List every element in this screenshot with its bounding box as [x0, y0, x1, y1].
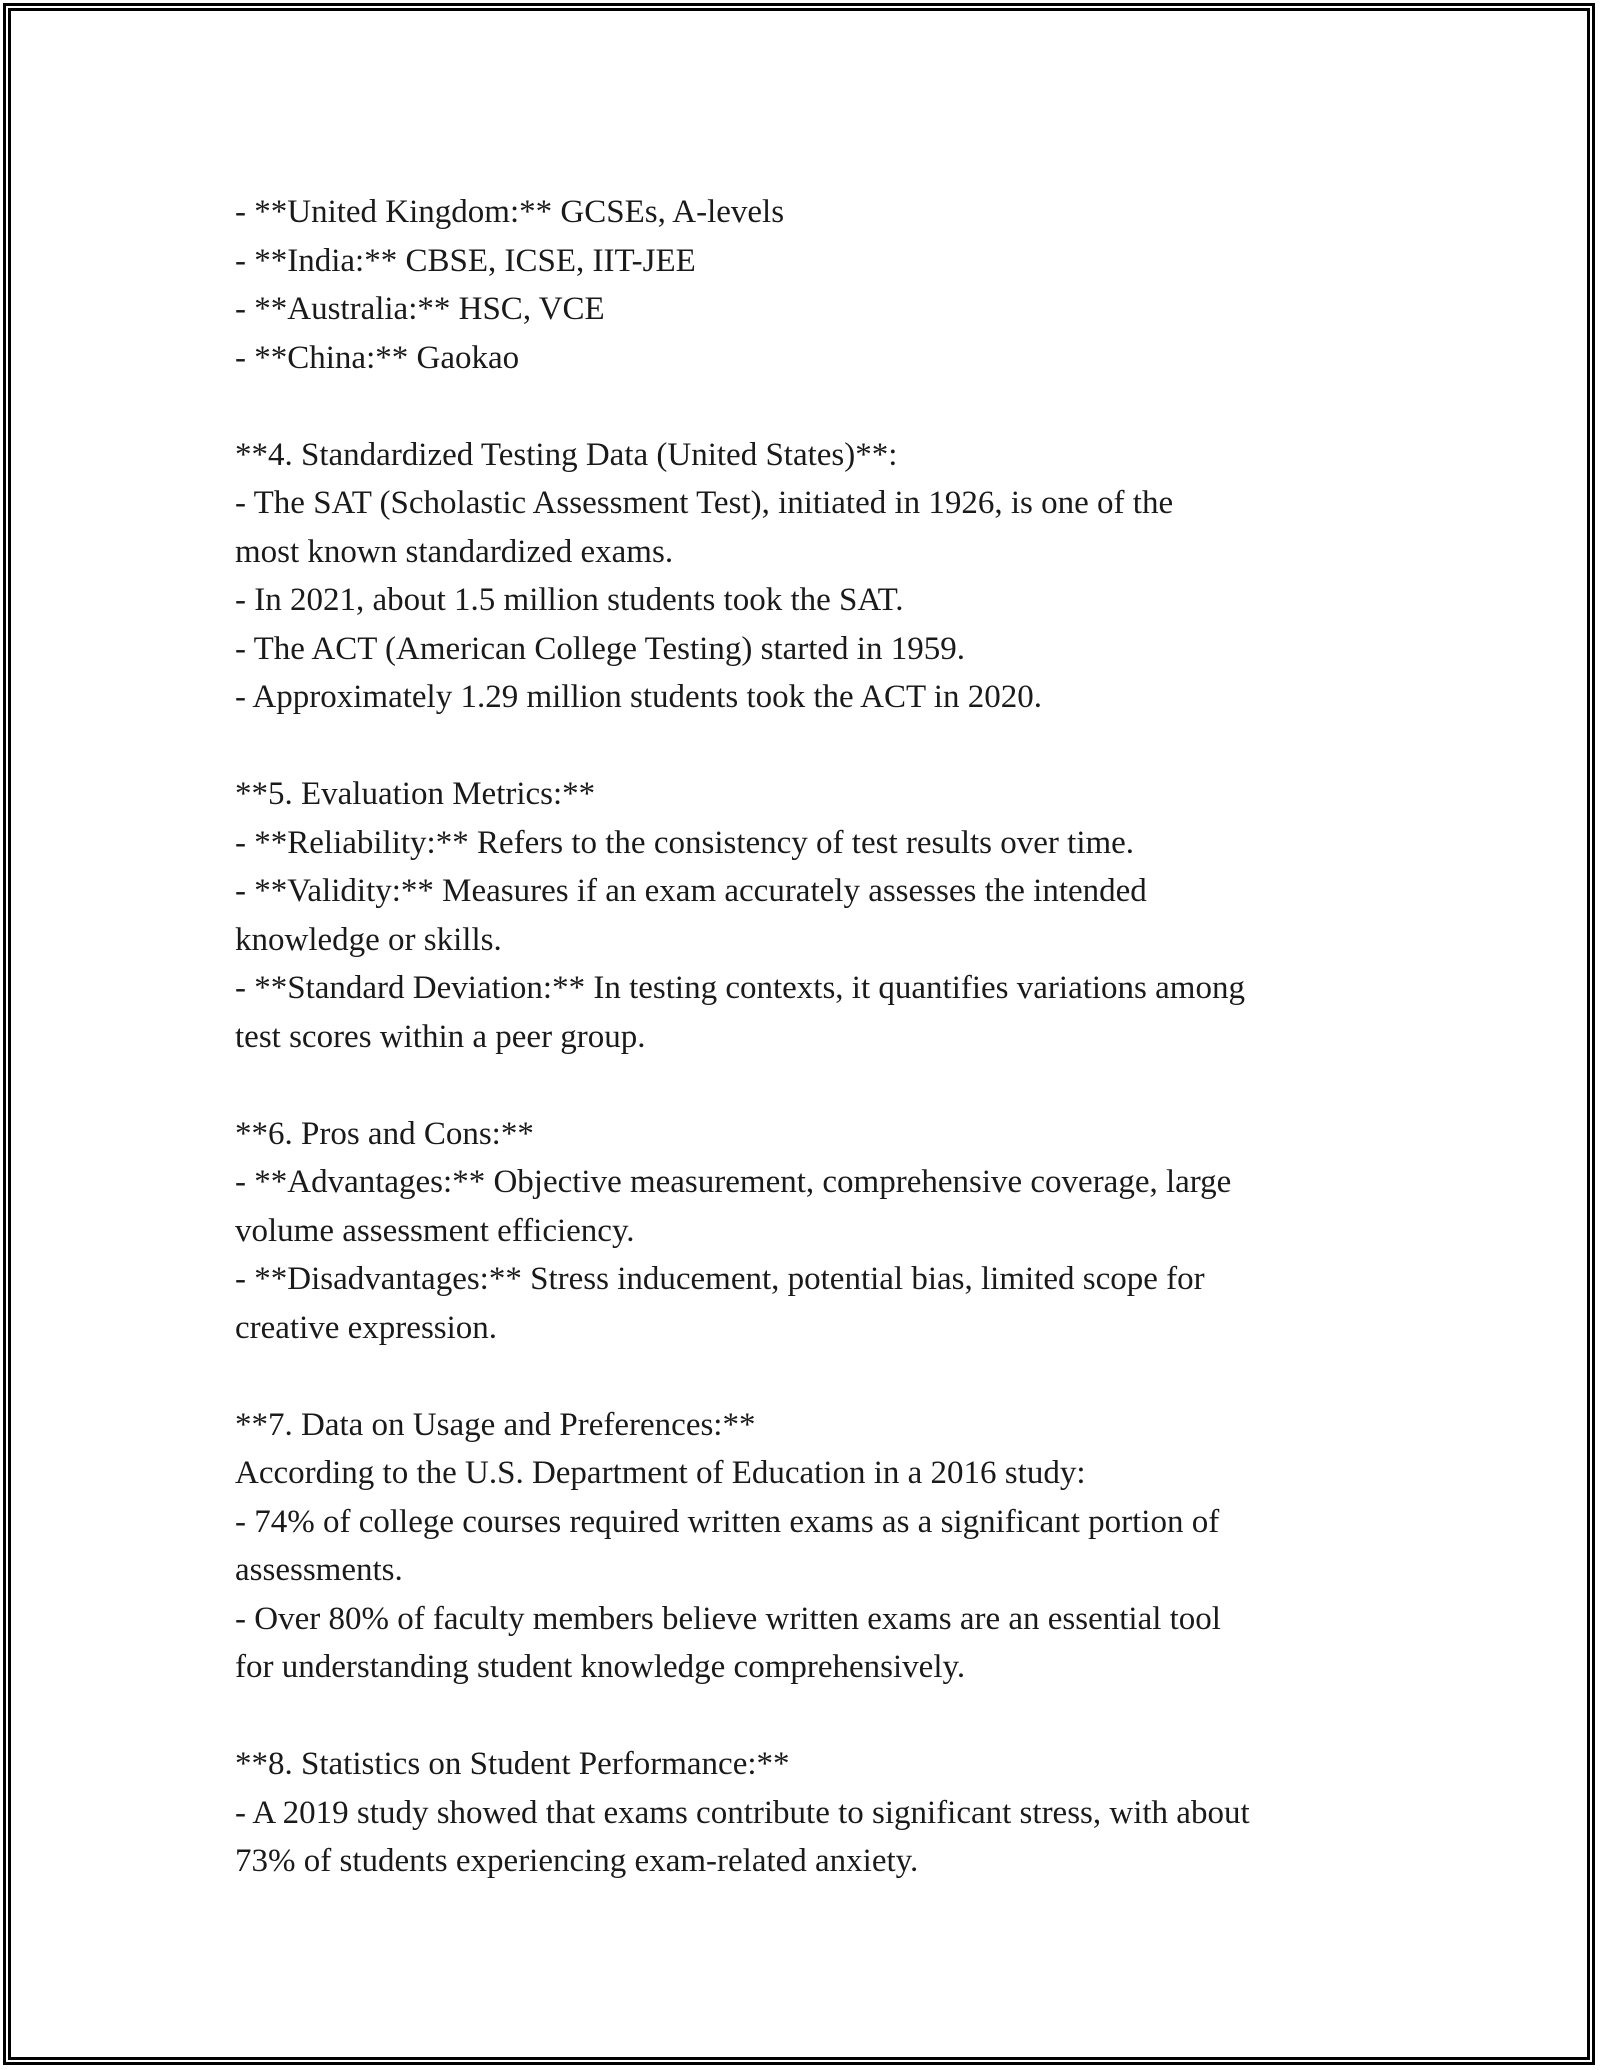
- list-item: - **Australia:** HSC, VCE: [235, 291, 605, 327]
- country-exam-list: [235, 188, 1385, 382]
- section-heading: **6. Pros and Cons:**: [235, 1115, 534, 1152]
- section-8: [235, 1740, 1385, 1886]
- text-line: According to the U.S. Department of Education in a 2016 study:: [235, 1455, 1086, 1491]
- text-line: - **Standard Deviation:** In testing contexts, it quantifies variations among: [235, 970, 1245, 1006]
- paragraph-gap: [235, 382, 1385, 431]
- text-line: creative expression.: [235, 1309, 498, 1346]
- text-line: 73% of students experiencing exam-related anxiety.: [235, 1843, 919, 1879]
- paragraph-gap: [235, 1061, 1385, 1110]
- section-4: [235, 431, 1385, 722]
- paragraph-gap: [235, 1692, 1385, 1741]
- list-item: - **United Kingdom:** GCSEs, A-levels: [235, 194, 785, 230]
- text-line: - Over 80% of faculty members believe written exams are an essential tool: [235, 1600, 1221, 1637]
- text-line: volume assessment efficiency.: [235, 1212, 635, 1249]
- text-line: for understanding student knowledge comprehensively.: [235, 1649, 966, 1685]
- text-line: - The ACT (American College Testing) started in 1959.: [235, 630, 965, 667]
- text-line: - 74% of college courses required written exams as a significant portion of: [235, 1503, 1220, 1540]
- text-line: - **Validity:** Measures if an exam accurately assesses the intended: [235, 873, 1147, 909]
- document-body: [235, 188, 1385, 1886]
- text-line: - Approximately 1.29 million students took the ACT in 2020.: [235, 679, 1042, 715]
- list-item: - **India:** CBSE, ICSE, IIT-JEE: [235, 242, 696, 279]
- section-5: [235, 770, 1385, 1061]
- section-7: [235, 1401, 1385, 1692]
- text-line: assessments.: [235, 1552, 403, 1588]
- section-heading: **5. Evaluation Metrics:**: [235, 776, 596, 812]
- section-heading: **4. Standardized Testing Data (United States)**:: [235, 436, 898, 473]
- text-line: - In 2021, about 1.5 million students took the SAT.: [235, 582, 904, 618]
- text-line: - **Reliability:** Refers to the consistency of test results over time.: [235, 824, 1135, 861]
- text-line: test scores within a peer group.: [235, 1018, 646, 1055]
- list-item: - **China:** Gaokao: [235, 339, 520, 376]
- paragraph-gap: [235, 722, 1385, 771]
- text-line: knowledge or skills.: [235, 921, 502, 958]
- text-line: - **Disadvantages:** Stress inducement, potential bias, limited scope for: [235, 1261, 1205, 1297]
- text-line: - **Advantages:** Objective measurement, comprehensive coverage, large: [235, 1164, 1232, 1200]
- section-heading: **7. Data on Usage and Preferences:**: [235, 1406, 756, 1443]
- section-heading: **8. Statistics on Student Performance:**: [235, 1746, 790, 1782]
- text-line: - A 2019 study showed that exams contribute to significant stress, with about: [235, 1794, 1250, 1831]
- text-line: - The SAT (Scholastic Assessment Test), initiated in 1926, is one of the: [235, 485, 1174, 521]
- paragraph-gap: [235, 1352, 1385, 1401]
- text-line: most known standardized exams.: [235, 533, 674, 570]
- section-6: [235, 1110, 1385, 1353]
